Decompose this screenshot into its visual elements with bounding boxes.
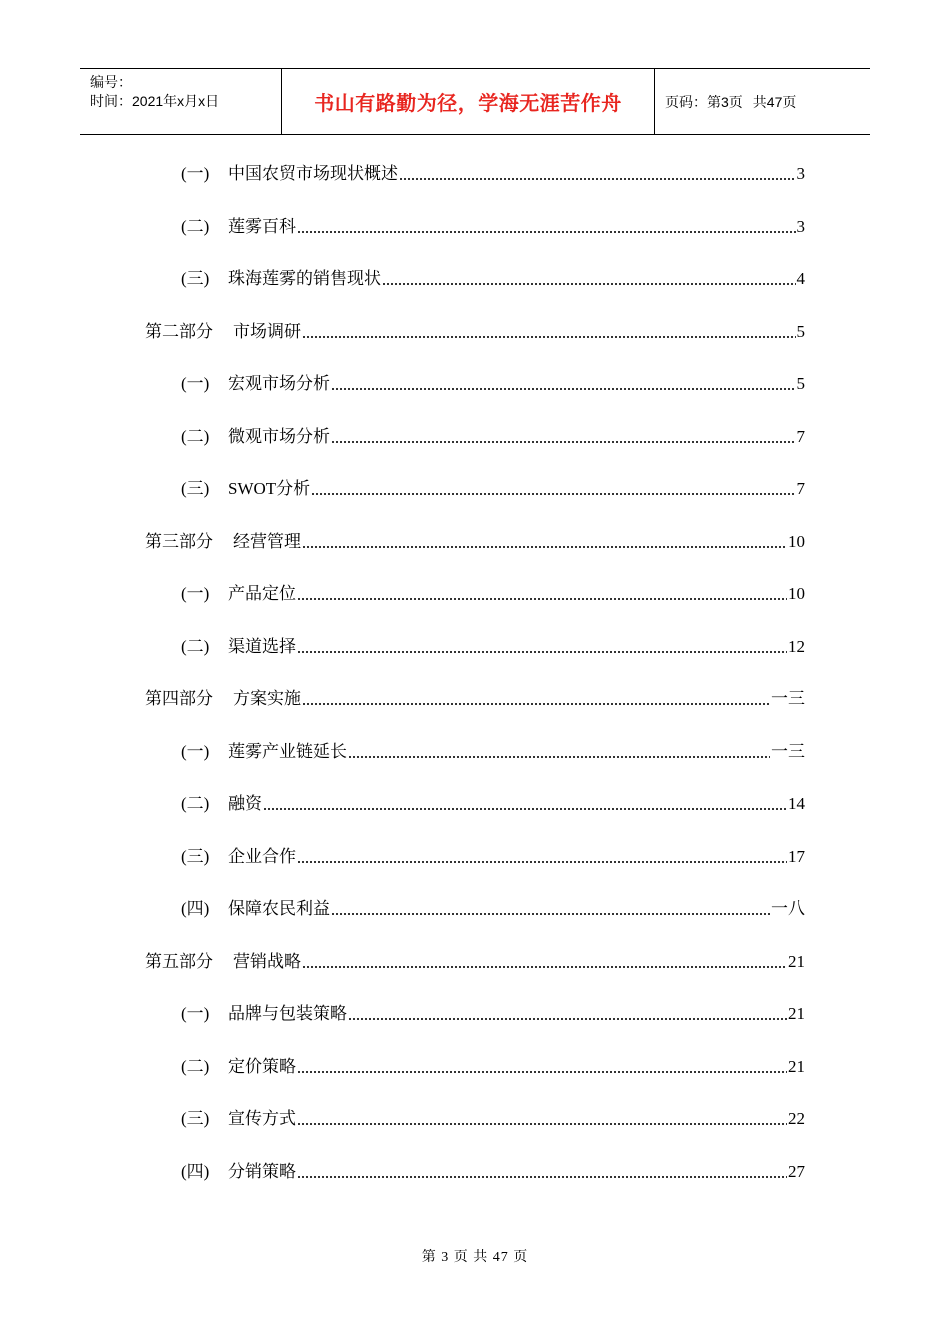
toc-dot-leader: [331, 898, 770, 920]
toc-entry[interactable]: [181, 632, 805, 658]
toc-entry[interactable]: [181, 737, 805, 763]
toc-entry-title: 市场调研: [233, 321, 301, 341]
toc-entry[interactable]: [181, 1157, 805, 1183]
toc-entry[interactable]: [181, 579, 805, 605]
toc-entry[interactable]: [181, 474, 805, 500]
toc-entry[interactable]: [181, 842, 805, 868]
toc-dot-leader: [263, 793, 787, 815]
toc-dot-leader: [331, 426, 796, 448]
toc-dot-leader: [297, 1056, 787, 1078]
toc-entry-page: 4: [796, 269, 805, 288]
page-header: [80, 68, 870, 135]
toc-entry-number: (三): [181, 269, 210, 288]
toc-entry-number: 第四部分: [145, 689, 213, 708]
toc-entry-title: 珠海莲雾的销售现状: [228, 269, 381, 288]
toc-entry-number: (二): [181, 426, 210, 446]
toc-dot-leader: [297, 636, 787, 658]
toc-entry-page: 7: [796, 479, 805, 498]
toc-entry-number: (二): [181, 636, 210, 656]
toc-entry-title: 渠道选择: [228, 636, 296, 656]
toc-dot-leader: [297, 846, 787, 868]
toc-entry-number: (二): [181, 216, 210, 236]
toc-entry-number: 第二部分: [145, 321, 213, 341]
toc-entry[interactable]: [181, 789, 805, 815]
toc-dot-leader: [297, 1108, 787, 1130]
code-label: 编号：: [90, 74, 132, 90]
toc-entry[interactable]: [145, 684, 805, 710]
toc-entry-title: SWOT分析: [228, 479, 311, 498]
toc-entry[interactable]: [145, 317, 805, 343]
toc-entry-page: 17: [788, 846, 805, 866]
toc-entry-number: (二): [181, 794, 210, 813]
footer-page-number: 第 3 页 共 47 页: [421, 1250, 529, 1265]
toc-entry-number: 第三部分: [145, 531, 213, 551]
toc-entry-number: (三): [181, 1109, 210, 1128]
page-label: 页码：第3页: [665, 93, 743, 110]
toc-entry-page: 3: [796, 216, 805, 236]
toc-dot-leader: [382, 268, 796, 290]
toc-entry-title: 微观市场分析: [228, 426, 330, 446]
toc-entry-title: 方案实施: [233, 689, 301, 708]
motto-text: 书山有路勤为径，学海无涯苦作舟: [314, 91, 622, 115]
toc-entry-page: 7: [796, 426, 805, 446]
toc-entry-title: 经营管理: [233, 531, 301, 551]
toc-entry-number: (三): [181, 846, 210, 866]
toc-entry-page: 21: [788, 951, 805, 971]
toc-entry-title: 企业合作: [228, 846, 296, 866]
header-motto-cell: [282, 69, 655, 134]
toc-entry-page: 10: [788, 531, 805, 551]
toc-entry-page: 22: [788, 1109, 805, 1128]
toc-entry-number: (四): [181, 899, 210, 918]
toc-dot-leader: [311, 478, 795, 500]
toc-entry-title: 融资: [228, 794, 262, 813]
toc-entry-page: 5: [796, 374, 805, 393]
toc-entry[interactable]: [181, 894, 805, 920]
toc-entry-title: 产品定位: [228, 584, 296, 603]
toc-entry-page: 21: [788, 1004, 805, 1023]
header-page-cell: [655, 69, 870, 134]
toc-entry[interactable]: [181, 159, 805, 185]
toc-entry[interactable]: [145, 527, 805, 553]
toc-dot-leader: [302, 531, 787, 553]
toc-entry-number: (一): [181, 741, 210, 761]
toc-entry-page: 3: [796, 164, 805, 183]
toc-entry-number: (一): [181, 374, 210, 393]
toc-dot-leader: [399, 163, 796, 185]
toc-entry-page: 10: [788, 584, 805, 603]
toc-entry-number: (一): [181, 164, 210, 183]
toc-entry[interactable]: [145, 947, 805, 973]
toc-dot-leader: [302, 321, 796, 343]
total-label: 共47页: [752, 93, 797, 110]
toc-entry-page: 一八: [771, 899, 805, 918]
toc-entry[interactable]: [181, 264, 805, 290]
toc-entry-number: (一): [181, 584, 210, 603]
toc-dot-leader: [297, 583, 787, 605]
toc-entry[interactable]: [181, 1104, 805, 1130]
toc-entry-number: (四): [181, 1161, 210, 1181]
toc-entry-page: 12: [788, 636, 805, 656]
toc-entry-number: (一): [181, 1004, 210, 1023]
toc-entry-title: 保障农民利益: [228, 899, 330, 918]
toc-dot-leader: [348, 741, 770, 763]
toc-dot-leader: [297, 1161, 787, 1183]
toc-entry-title: 品牌与包装策略: [228, 1004, 347, 1023]
toc-entry[interactable]: [181, 422, 805, 448]
toc-entry-page: 一三: [771, 689, 805, 708]
toc-dot-leader: [348, 1003, 787, 1025]
toc-entry-number: (三): [181, 479, 210, 498]
toc-entry-page: 27: [788, 1161, 805, 1181]
toc-entry-title: 中国农贸市场现状概述: [228, 164, 398, 183]
toc-entry-page: 一三: [771, 741, 805, 761]
toc-entry-title: 宏观市场分析: [228, 374, 330, 393]
header-left-cell: [80, 69, 282, 134]
toc-entry-title: 营销战略: [233, 951, 301, 971]
toc-entry-title: 莲雾百科: [228, 216, 296, 236]
toc-entry[interactable]: [181, 369, 805, 395]
toc-dot-leader: [302, 688, 770, 710]
date-label: 时间：2021年x月x日: [90, 93, 220, 109]
toc-dot-leader: [302, 951, 787, 973]
toc-entry-title: 宣传方式: [228, 1109, 296, 1128]
toc-entry-number: (二): [181, 1056, 210, 1076]
toc-entry[interactable]: [181, 999, 805, 1025]
toc-entry-page: 21: [788, 1056, 805, 1076]
toc-entry-title: 分销策略: [228, 1161, 296, 1181]
toc-entry[interactable]: [181, 1052, 805, 1078]
page-footer: [0, 1246, 950, 1266]
toc-entry-title: 莲雾产业链延长: [228, 741, 347, 761]
toc-entry[interactable]: [181, 212, 805, 238]
toc-dot-leader: [297, 216, 796, 238]
toc-entry-number: 第五部分: [145, 951, 213, 971]
toc-entry-page: 5: [796, 321, 805, 341]
toc-dot-leader: [331, 373, 796, 395]
toc-entry-title: 定价策略: [228, 1056, 296, 1076]
toc-entry-page: 14: [788, 794, 805, 813]
